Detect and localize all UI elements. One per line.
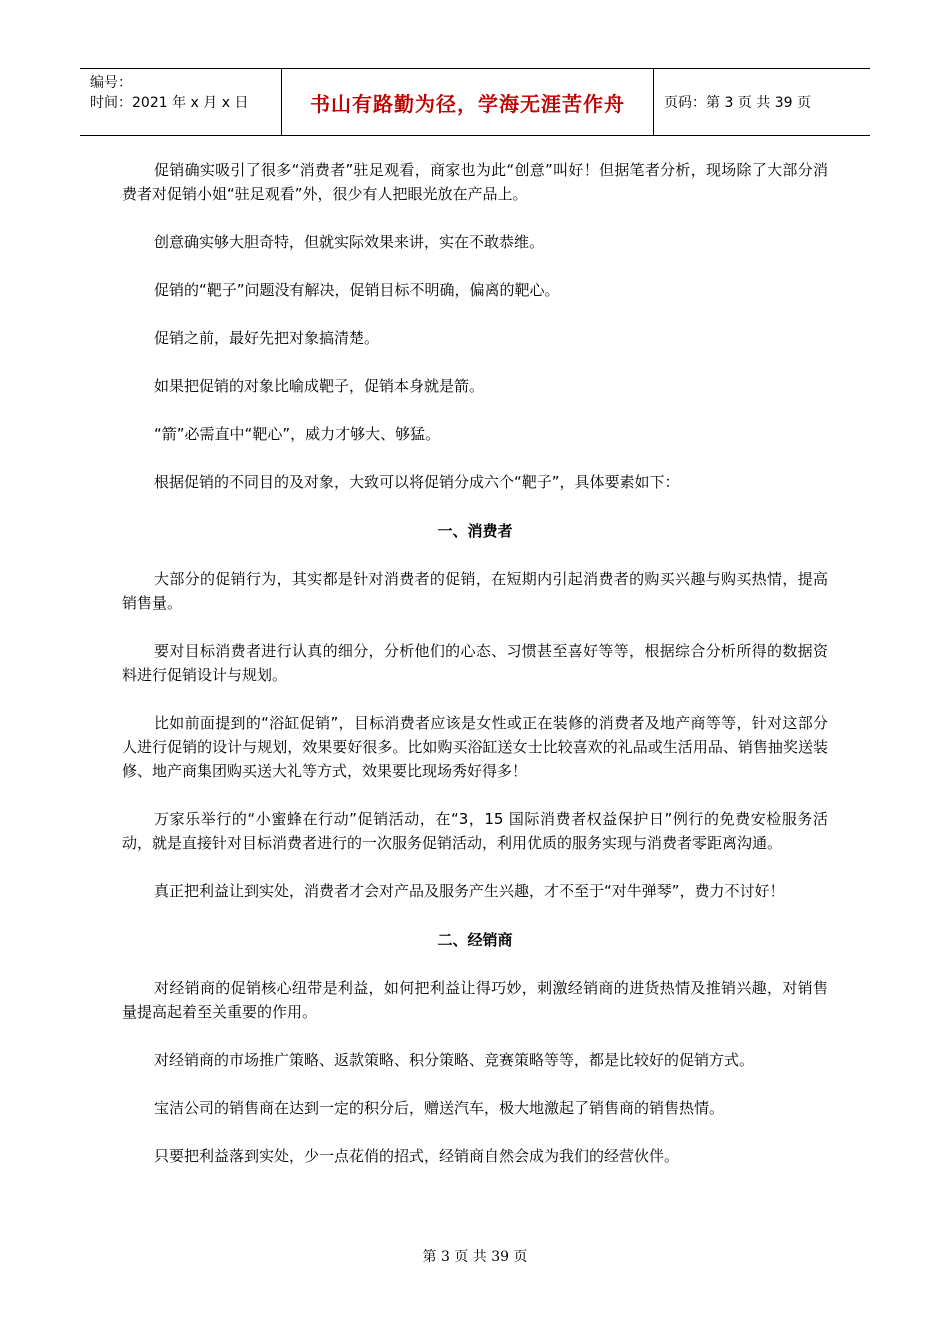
body-paragraph: 促销的“靶子”问题没有解决，促销目标不明确，偏离的靶心。 — [154, 281, 560, 299]
body-paragraph: 创意确实够大胆奇特，但就实际效果来讲，实在不敢恭维。 — [154, 233, 545, 251]
section-heading: 一、消费者 — [437, 522, 513, 540]
body-paragraph: 根据促销的不同目的及对象，大致可以将促销分成六个“靶子”，具体要素如下： — [154, 473, 680, 491]
page-header — [80, 68, 870, 136]
document-number-label: 编号： — [90, 75, 132, 91]
section-heading: 二、经销商 — [437, 931, 513, 949]
body-paragraph: 大部分的促销行为，其实都是针对消费者的促销，在短期内引起消费者的购买兴趣与购买热情，提高销售量。 — [122, 570, 828, 612]
body-paragraph: 如果把促销的对象比喻成靶子，促销本身就是箭。 — [154, 377, 485, 395]
body-paragraph: 促销之前，最好先把对象搞清楚。 — [154, 329, 380, 347]
body-paragraph: 比如前面提到的“浴缸促销”，目标消费者应该是女性或正在装修的消费者及地产商等等，针对这部分人进行促销的设计与规划，效果要好很多。比如购买浴缸送女士比较喜欢的礼品或生活用品、销售抽奖送装修、地产商集团购买送大礼等方式，效果要比现场秀好得多！ — [122, 714, 828, 780]
body-paragraph: 万家乐举行的“小蜜蜂在行动”促销活动，在“3，15 国际消费者权益保护日”例行的免费安检服务活动，就是直接针对目标消费者进行的一次服务促销活动，利用优质的服务实现与消费者零距离沟通。 — [122, 810, 828, 852]
header-motto-cell — [282, 69, 654, 135]
header-motto: 书山有路勤为径，学海无涯苦作舟 — [310, 91, 625, 116]
document-body — [122, 158, 828, 1168]
body-paragraph: “箭”必需直中“靶心”，威力才够大、够猛。 — [154, 425, 441, 443]
body-paragraph: 只要把利益落到实处，少一点花俏的招式，经销商自然会成为我们的经营伙伴。 — [154, 1147, 680, 1165]
header-meta — [80, 69, 282, 135]
body-paragraph: 要对目标消费者进行认真的细分，分析他们的心态、习惯甚至喜好等等，根据综合分析所得的数据资料进行促销设计与规划。 — [122, 642, 828, 684]
body-paragraph: 对经销商的市场推广策略、返款策略、积分策略、竞赛策略等等，都是比较好的促销方式。 — [154, 1051, 755, 1069]
body-paragraph: 促销确实吸引了很多“消费者”驻足观看，商家也为此“创意”叫好！但据笔者分析，现场除了大部分消费者对促销小姐“驻足观看”外，很少有人把眼光放在产品上。 — [122, 161, 828, 203]
body-paragraph: 真正把利益让到实处，消费者才会对产品及服务产生兴趣，才不至于“对牛弹琴”，费力不讨好！ — [154, 882, 785, 900]
header-page-label: 页码：第 3 页 共 39 页 — [664, 95, 811, 111]
document-time-label: 时间：2021 年 x 月 x 日 — [90, 95, 249, 111]
body-paragraph: 宝洁公司的销售商在达到一定的积分后，赠送汽车，极大地激起了销售商的销售热情。 — [154, 1099, 725, 1117]
header-page-cell — [654, 69, 870, 135]
page-footer: 第 3 页 共 39 页 — [422, 1249, 528, 1265]
body-paragraph: 对经销商的促销核心纽带是利益，如何把利益让得巧妙，刺激经销商的进货热情及推销兴趣，对销售量提高起着至关重要的作用。 — [122, 979, 828, 1021]
